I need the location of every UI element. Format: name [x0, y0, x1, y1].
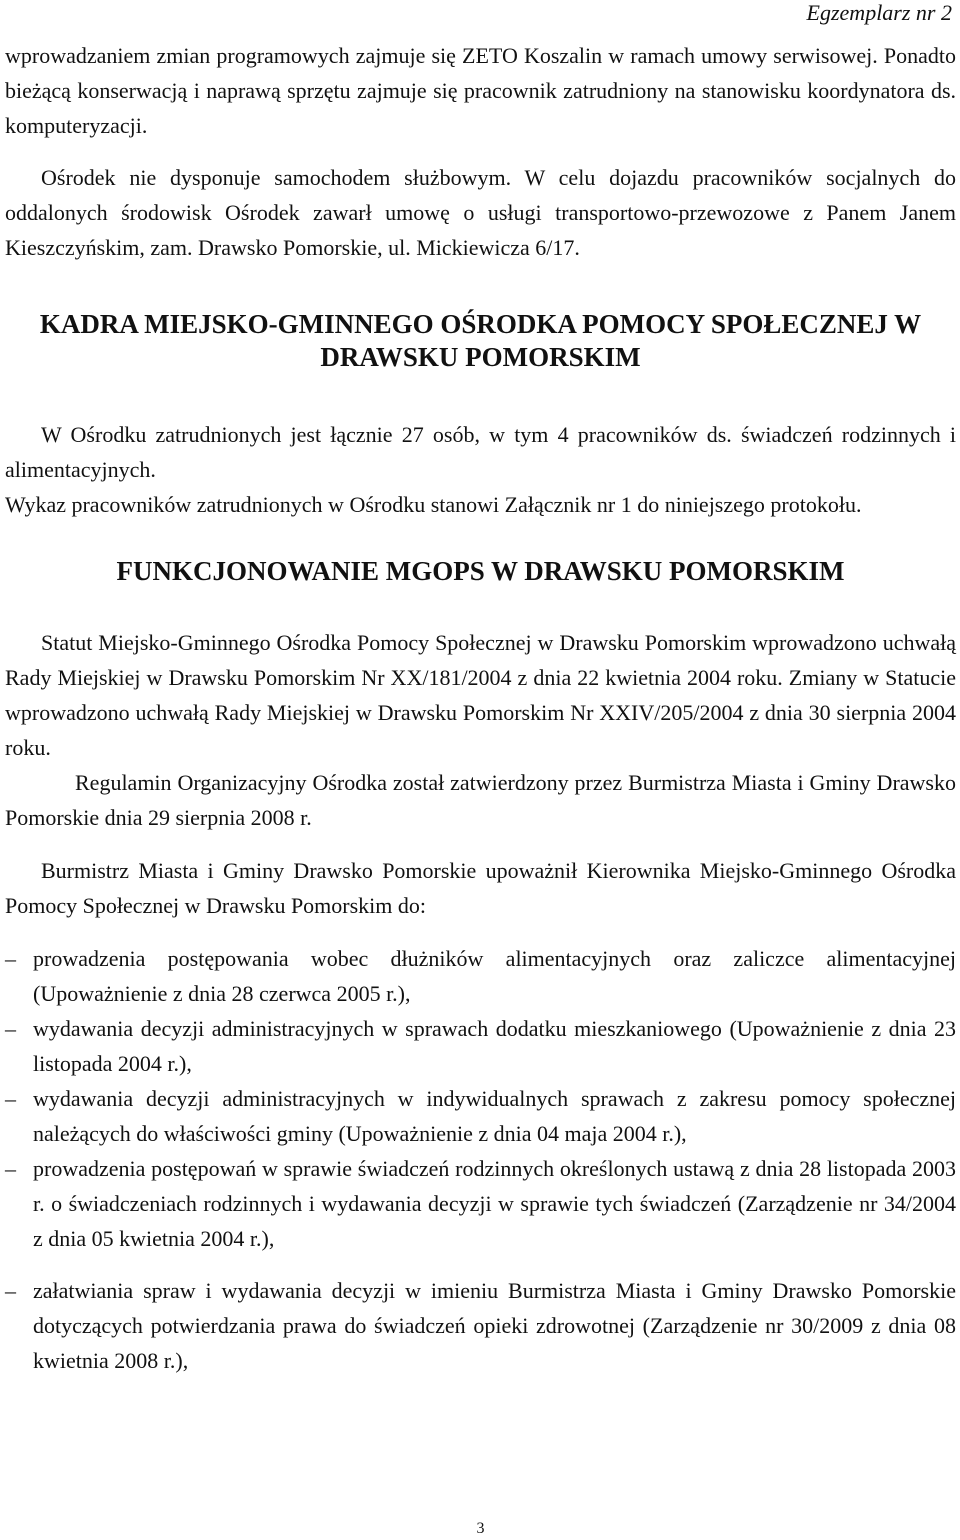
dash-bullet: – — [5, 1156, 16, 1181]
list-item — [5, 1081, 956, 1151]
copy-number-label: Egzemplarz nr 2 — [806, 0, 952, 25]
page-number: 3 — [476, 1520, 485, 1537]
list-item-text: prowadzenia postępowań w sprawie świadczeń rodzinnych określonych ustawą z dnia 28 listopada 2003 r. o świadczeniach rodzinnych i wydawania decyzji w sprawie tych świadczeń (Zarządzenie nr 34/2004 z dnia 05 kwietnia 2004 r.), — [33, 1156, 956, 1251]
list-item — [5, 941, 956, 1011]
document-page — [5, 0, 956, 1540]
list-item — [5, 1273, 956, 1378]
list-item-text: załatwiania spraw i wydawania decyzji w imieniu Burmistrza Miasta i Gminy Drawsko Pomorskie dotyczących potwierdzania prawa do świadczeń opieki zdrowotnej (Zarządzenie nr 30/2009 z dnia 08 kwietnia 2008 r.), — [33, 1278, 956, 1373]
list-item-text: prowadzenia postępowania wobec dłużników alimentacyjnych oraz zaliczce alimentacyjnej (Upoważnienie z dnia 28 czerwca 2005 r.), — [33, 946, 956, 1006]
list-item-text: wydawania decyzji administracyjnych w sprawach dodatku mieszkaniowego (Upoważnienie z dnia 23 listopada 2004 r.), — [33, 1016, 956, 1076]
dash-bullet: – — [5, 1086, 16, 1111]
page-body — [5, 38, 956, 1378]
dash-bullet: – — [5, 946, 16, 971]
paragraph-staff-list: Wykaz pracowników zatrudnionych w Ośrodku stanowi Załącznik nr 1 do niniejszego protokołu. — [5, 492, 862, 517]
heading-funkcjonowanie: FUNKCJONOWANIE MGOPS W DRAWSKU POMORSKIM — [116, 556, 845, 586]
list-item — [5, 1151, 956, 1256]
authorization-list — [5, 941, 956, 1378]
heading-kadra: KADRA MIEJSKO-GMINNEGO OŚRODKA POMOCY SPOŁECZNEJ W DRAWSKU POMORSKIM — [39, 309, 922, 372]
list-item-text: wydawania decyzji administracyjnych w indywidualnych sprawach z zakresu pomocy społecznej należących do właściwości gminy (Upoważnienie z dnia 04 maja 2004 r.), — [33, 1086, 956, 1146]
paragraph-authorization: Burmistrz Miasta i Gminy Drawsko Pomorskie upoważnił Kierownika Miejsko-Gminnego Ośrodka Pomocy Społecznej w Drawsku Pomorskim do: — [5, 858, 956, 918]
paragraph-transport: Ośrodek nie dysponuje samochodem służbowym. W celu dojazdu pracowników socjalnych do oddalonych środowisk Ośrodek zawarł umowę o usługi transportowo-przewozowe z Panem Janem Kieszczyńskim, zam. Drawsko Pomorskie, ul. Mickiewicza 6/17. — [5, 165, 956, 260]
paragraph-regulations: Regulamin Organizacyjny Ośrodka został zatwierdzony przez Burmistrza Miasta i Gminy Drawsko Pomorskie dnia 29 sierpnia 2008 r. — [5, 770, 956, 830]
paragraph-statute: Statut Miejsko-Gminnego Ośrodka Pomocy Społecznej w Drawsku Pomorskim wprowadzono uchwałą Rady Miejskiej w Drawsku Pomorskim Nr XX/181/2004 z dnia 22 kwietnia 2004 roku. Zmiany w Statucie wprowadzono uchwałą Rady Miejskiej w Drawsku Pomorskim Nr XXIV/205/2004 z dnia 30 sierpnia 2004 roku. — [5, 630, 956, 760]
paragraph-staff-count: W Ośrodku zatrudnionych jest łącznie 27 osób, w tym 4 pracowników ds. świadczeń rodzinnych i alimentacyjnych. — [5, 422, 956, 482]
dash-bullet: – — [5, 1016, 16, 1041]
dash-bullet: – — [5, 1278, 16, 1303]
paragraph-maintenance: wprowadzaniem zmian programowych zajmuje się ZETO Koszalin w ramach umowy serwisowej. Ponadto bieżącą konserwacją i naprawą sprzętu zajmuje się pracownik zatrudniony na stanowisku koordynatora ds. komputeryzacji. — [5, 43, 956, 138]
list-item — [5, 1011, 956, 1081]
